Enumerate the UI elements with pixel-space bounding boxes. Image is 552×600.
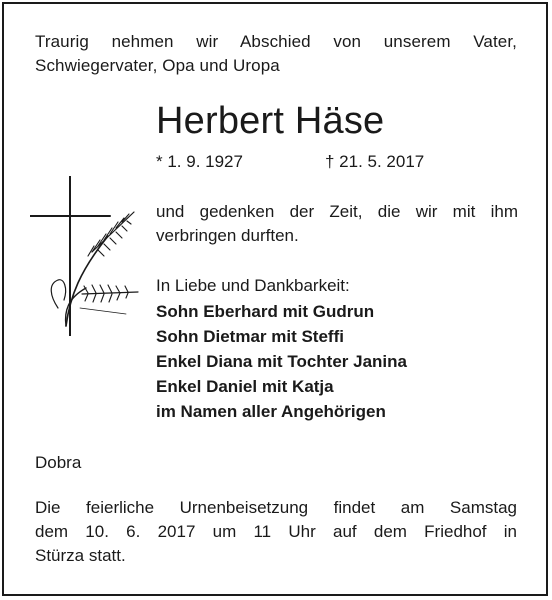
intro-line-2: Schwiegervater, Opa und Uropa xyxy=(35,56,280,75)
mourner-item: Enkel Diana mit Tochter Janina xyxy=(156,352,407,371)
remembrance-text xyxy=(156,200,518,248)
funeral-line-1: Die feierliche Urnenbeisetzung findet am Samstag xyxy=(35,498,517,517)
funeral-line-2: dem 10. 6. 2017 um 11 Uhr auf dem Friedhof in xyxy=(35,522,517,541)
intro-text xyxy=(35,30,517,78)
mourner-item: Sohn Eberhard mit Gudrun xyxy=(156,302,375,321)
remembrance-line-1: und gedenken der Zeit, die wir mit ihm xyxy=(156,202,518,221)
death-date: † 21. 5. 2017 xyxy=(325,152,425,171)
birth-date: * 1. 9. 1927 xyxy=(156,152,243,171)
mourner-item: Enkel Daniel mit Katja xyxy=(156,377,334,396)
mourner-item: im Namen aller Angehörigen xyxy=(156,402,386,421)
place-name: Dobra xyxy=(35,453,82,472)
remembrance-line-2: verbringen durften. xyxy=(156,226,299,245)
deceased-name: Herbert Häse xyxy=(156,100,385,142)
intro-line-1: Traurig nehmen wir Abschied von unserem Vater, xyxy=(35,32,517,51)
mourner-item: Sohn Dietmar mit Steffi xyxy=(156,327,344,346)
mourners-list xyxy=(156,299,407,424)
funeral-line-3: Stürza statt. xyxy=(35,546,126,565)
cross-with-wheat-icon xyxy=(30,176,140,336)
gratitude-text: In Liebe und Dankbarkeit: xyxy=(156,276,350,295)
funeral-announcement xyxy=(35,496,517,568)
